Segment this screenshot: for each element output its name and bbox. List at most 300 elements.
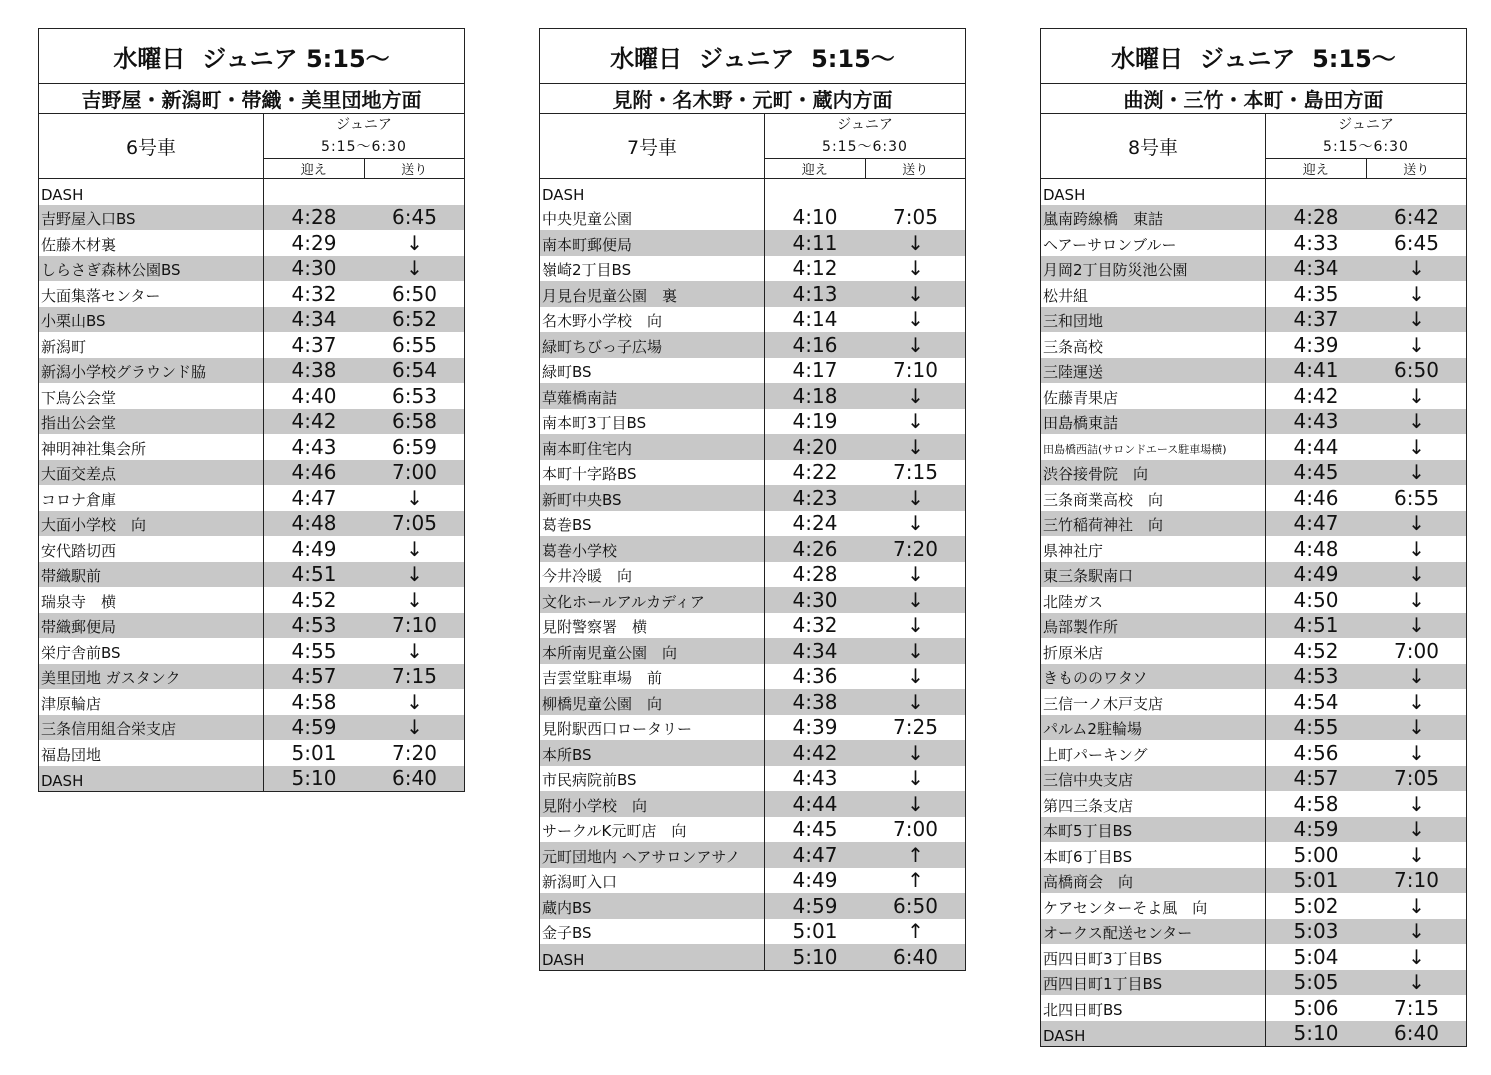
stop-name: 本所南児童公園 向 [540, 638, 765, 664]
stop-name: サークルK元町店 向 [540, 817, 765, 843]
pickup-time: 4:40 [291, 383, 337, 408]
pickup-time: 5:02 [1293, 893, 1339, 918]
pickup-time: 4:39 [792, 715, 838, 740]
stop-row [39, 485, 464, 511]
dropoff-time: ↓ [1408, 409, 1425, 434]
stop-row [39, 587, 464, 613]
pickup-time: 4:47 [792, 842, 838, 867]
dropoff-time: 6:45 [392, 205, 437, 230]
pickup-time: 4:46 [291, 460, 337, 485]
pickup-time: 4:47 [291, 485, 337, 510]
stop-row [540, 791, 965, 817]
dropoff-time: 6:50 [893, 893, 938, 918]
stop-row [39, 256, 464, 282]
pickup-time: 4:45 [792, 817, 838, 842]
stop-name: 三条商業高校 向 [1041, 485, 1266, 511]
stop-name: 葛巻小学校 [540, 536, 765, 562]
stop-name: しらさぎ森林公園BS [39, 256, 264, 282]
pickup-time: 4:50 [1293, 587, 1339, 612]
stop-row [1041, 205, 1466, 231]
stop-row [540, 919, 965, 945]
stop-name: 田島橋西詰(サロンドエース駐車場横) [1041, 434, 1266, 460]
dropoff-time: ↑ [907, 919, 924, 944]
dropoff-time: 6:42 [1394, 205, 1439, 230]
car-number: 8号車 [1041, 114, 1266, 178]
dropoff-time: 6:52 [392, 307, 437, 332]
stop-name: 蔵内BS [540, 893, 765, 919]
stop-row [1041, 256, 1466, 282]
stop-name: 金子BS [540, 919, 765, 945]
stop-row [540, 434, 965, 460]
stop-row [540, 230, 965, 256]
dropoff-time: 7:05 [392, 511, 437, 536]
dropoff-time: ↓ [1408, 460, 1425, 485]
stop-row [540, 664, 965, 690]
pickup-time: 4:30 [792, 587, 838, 612]
stop-row [39, 613, 464, 639]
stop-row [1041, 307, 1466, 333]
pickup-time: 4:22 [792, 460, 838, 485]
pickup-time: 4:59 [1293, 817, 1339, 842]
schedule-panel-car-7 [539, 28, 966, 971]
pickup-time: 4:49 [792, 868, 838, 893]
stop-name: 名木野小学校 向 [540, 307, 765, 333]
pickup-time: 4:32 [792, 613, 838, 638]
stop-row [1041, 613, 1466, 639]
stop-row [1041, 383, 1466, 409]
stop-name: 下鳥公会堂 [39, 383, 264, 409]
pickup-time: 4:14 [792, 307, 838, 332]
stop-row [1041, 536, 1466, 562]
dropoff-time: ↓ [1408, 740, 1425, 765]
stop-name: 帯織駅前 [39, 562, 264, 588]
stop-name: 指出公会堂 [39, 409, 264, 435]
stop-row [1041, 587, 1466, 613]
stop-name: ヘアーサロンブルー [1041, 230, 1266, 256]
pickup-time: 4:36 [792, 664, 838, 689]
pickup-time: 4:48 [1293, 536, 1339, 561]
pickup-time: 4:34 [1293, 256, 1339, 281]
stop-row [540, 689, 965, 715]
dropoff-time: 6:50 [1394, 358, 1439, 383]
dropoff-time: 7:10 [392, 613, 437, 638]
schedule-title: 水曜日 ジュニア 5:15〜 [39, 29, 464, 84]
dropoff-time: 6:55 [392, 332, 437, 357]
dropoff-time: ↓ [406, 587, 423, 612]
stop-name: 栄庁舎前BS [39, 638, 264, 664]
stop-name: 南本町郵便局 [540, 230, 765, 256]
dropoff-time: ↓ [406, 485, 423, 510]
stop-name: 西四日町1丁目BS [1041, 970, 1266, 996]
stop-name: 月岡2丁目防災池公園 [1041, 256, 1266, 282]
stop-name: 第四三条支店 [1041, 791, 1266, 817]
pickup-time: 4:23 [792, 485, 838, 510]
dropoff-time: 7:00 [893, 817, 938, 842]
dropoff-time: ↓ [1408, 664, 1425, 689]
stop-row [1041, 638, 1466, 664]
stop-row [1041, 944, 1466, 970]
pickup-time: 4:42 [291, 409, 337, 434]
stop-row [540, 638, 965, 664]
stop-row [1041, 995, 1466, 1021]
junior-time-header [765, 114, 965, 178]
stop-row [1041, 1021, 1466, 1047]
dropoff-time: ↓ [907, 230, 924, 255]
pickup-time: 4:28 [792, 562, 838, 587]
stop-name: 三信中央支店 [1041, 766, 1266, 792]
pickup-time: 5:05 [1293, 970, 1339, 995]
pickup-time: 4:13 [792, 281, 838, 306]
dropoff-time: ↓ [406, 230, 423, 255]
stop-row [540, 766, 965, 792]
dropoff-time: ↓ [1408, 307, 1425, 332]
stop-row [1041, 664, 1466, 690]
pickup-time: 4:43 [792, 766, 838, 791]
stop-row [1041, 358, 1466, 384]
stop-name: 三条信用組合栄支店 [39, 715, 264, 741]
dropoff-time: 7:15 [893, 460, 938, 485]
pickup-time: 4:29 [291, 230, 337, 255]
stop-row [540, 613, 965, 639]
pickup-dropoff-header [264, 159, 464, 178]
pickup-time: 4:30 [291, 256, 337, 281]
stop-row [1041, 842, 1466, 868]
dropoff-time: ↓ [1408, 281, 1425, 306]
dropoff-time: ↓ [406, 689, 423, 714]
stop-row [39, 205, 464, 231]
stop-name: 嵐南跨線橋 東詰 [1041, 205, 1266, 231]
pickup-time: 4:47 [1293, 511, 1339, 536]
route-direction: 吉野屋・新潟町・帯織・美里団地方面 [39, 84, 464, 114]
pickup-time: 4:57 [291, 664, 337, 689]
dropoff-time [866, 179, 965, 205]
stop-row [1041, 689, 1466, 715]
stop-row [540, 740, 965, 766]
dropoff-time: 6:58 [392, 409, 437, 434]
route-direction: 見附・名木野・元町・蔵内方面 [540, 84, 965, 114]
stop-row [39, 562, 464, 588]
pickup-time: 4:56 [1293, 740, 1339, 765]
dropoff-time: ↓ [907, 256, 924, 281]
stop-name: 折原米店 [1041, 638, 1266, 664]
stop-name: DASH [39, 766, 264, 792]
dropoff-time: ↓ [1408, 919, 1425, 944]
stop-name: 東三条駅南口 [1041, 562, 1266, 588]
pickup-time: 4:49 [1293, 562, 1339, 587]
dropoff-time: ↓ [907, 281, 924, 306]
pickup-time: 4:53 [1293, 664, 1339, 689]
dropoff-time: ↓ [1408, 562, 1425, 587]
stop-row [540, 842, 965, 868]
stop-name: 葛巻BS [540, 511, 765, 537]
stop-row [1041, 511, 1466, 537]
dropoff-time: ↓ [1408, 689, 1425, 714]
pickup-time: 4:48 [291, 511, 337, 536]
stop-name: 大面交差点 [39, 460, 264, 486]
dropoff-header: 送り [1403, 163, 1430, 178]
dropoff-time: ↓ [907, 307, 924, 332]
dropoff-time: ↓ [1408, 944, 1425, 969]
dropoff-time: ↓ [1408, 511, 1425, 536]
stop-name: DASH [540, 179, 765, 205]
dropoff-time: ↓ [907, 664, 924, 689]
pickup-time: 5:10 [1293, 1021, 1339, 1046]
dropoff-time: ↓ [1408, 817, 1425, 842]
stop-name: 三竹稲荷神社 向 [1041, 511, 1266, 537]
stop-name: 文化ホールアルカディア [540, 587, 765, 613]
stop-row [39, 740, 464, 766]
stop-row [39, 281, 464, 307]
junior-time-range: 5:15〜6:30 [1266, 134, 1466, 159]
pickup-time: 4:52 [291, 587, 337, 612]
stop-name: 松井組 [1041, 281, 1266, 307]
stop-name: 本町6丁目BS [1041, 842, 1266, 868]
dropoff-time: ↓ [907, 791, 924, 816]
pickup-header: 迎え [264, 159, 365, 178]
dropoff-time: 7:00 [1394, 638, 1439, 663]
dropoff-time: ↓ [406, 715, 423, 740]
pickup-time: 4:12 [792, 256, 838, 281]
dropoff-time: ↓ [1408, 587, 1425, 612]
junior-label: ジュニア [336, 117, 392, 133]
junior-time-header [264, 114, 464, 178]
pickup-time: 5:10 [792, 944, 838, 969]
stop-name: 嶺崎2丁目BS [540, 256, 765, 282]
pickup-time: 5:10 [291, 766, 337, 791]
dropoff-time: 6:45 [1394, 230, 1439, 255]
pickup-time: 4:52 [1293, 638, 1339, 663]
stop-name: 県神社庁 [1041, 536, 1266, 562]
stop-row [540, 409, 965, 435]
stop-row [39, 689, 464, 715]
pickup-time: 4:11 [792, 230, 838, 255]
stop-name: 元町団地内 ヘアサロンアサノ [540, 842, 765, 868]
pickup-time: 4:58 [291, 689, 337, 714]
pickup-time: 5:04 [1293, 944, 1339, 969]
stop-name: 緑町BS [540, 358, 765, 384]
dropoff-time: 6:40 [893, 944, 938, 969]
pickup-time: 4:59 [291, 715, 337, 740]
stop-name: 神明神社集会所 [39, 434, 264, 460]
pickup-time: 4:38 [291, 358, 337, 383]
pickup-time: 4:43 [291, 434, 337, 459]
dropoff-time: ↑ [907, 842, 924, 867]
dropoff-time: ↓ [907, 766, 924, 791]
pickup-time: 4:51 [1293, 613, 1339, 638]
pickup-time: 4:58 [1293, 791, 1339, 816]
pickup-dropoff-header [1266, 159, 1466, 178]
stop-row [1041, 740, 1466, 766]
pickup-time: 4:43 [1293, 409, 1339, 434]
dropoff-time: 7:05 [893, 205, 938, 230]
dropoff-time: ↓ [907, 562, 924, 587]
pickup-time: 4:34 [291, 307, 337, 332]
stop-name: 月見台児童公園 裏 [540, 281, 765, 307]
stop-row [1041, 460, 1466, 486]
dropoff-time: 6:40 [1394, 1021, 1439, 1046]
stop-name: 北四日町BS [1041, 995, 1266, 1021]
stop-name: 大面小学校 向 [39, 511, 264, 537]
stop-row [540, 562, 965, 588]
stop-row [39, 536, 464, 562]
pickup-time: 4:19 [792, 409, 838, 434]
stop-row [39, 664, 464, 690]
dropoff-time: 6:40 [392, 766, 437, 791]
stop-name: ケアセンターそよ風 向 [1041, 893, 1266, 919]
stop-name: 緑町ちびっ子広場 [540, 332, 765, 358]
dropoff-time: ↓ [907, 434, 924, 459]
stop-name: コロナ倉庫 [39, 485, 264, 511]
stop-name: 高橋商会 向 [1041, 868, 1266, 894]
stop-row [39, 766, 464, 792]
stop-name: 佐藤青果店 [1041, 383, 1266, 409]
stop-row [39, 460, 464, 486]
stop-name: 本所BS [540, 740, 765, 766]
junior-time-range: 5:15〜6:30 [765, 134, 965, 159]
dropoff-time: ↓ [907, 409, 924, 434]
pickup-time: 4:32 [291, 281, 337, 306]
stop-name: 佐藤木材裏 [39, 230, 264, 256]
pickup-time: 4:10 [792, 205, 838, 230]
dropoff-time: ↓ [907, 332, 924, 357]
stop-name: 新町中央BS [540, 485, 765, 511]
pickup-time: 4:53 [291, 613, 337, 638]
dropoff-time: ↓ [907, 689, 924, 714]
stop-row [1041, 230, 1466, 256]
stop-row [1041, 893, 1466, 919]
pickup-time: 4:44 [792, 791, 838, 816]
stop-row [1041, 970, 1466, 996]
stop-name: 中央児童公園 [540, 205, 765, 231]
dropoff-time: 7:00 [392, 460, 437, 485]
pickup-time: 4:42 [1293, 383, 1339, 408]
pickup-time: 4:51 [291, 562, 337, 587]
pickup-time: 4:55 [291, 638, 337, 663]
dropoff-time: 7:25 [893, 715, 938, 740]
stop-name: 福島団地 [39, 740, 264, 766]
stop-row [1041, 409, 1466, 435]
dropoff-time: ↓ [1408, 383, 1425, 408]
stop-name: DASH [540, 944, 765, 970]
pickup-time: 4:28 [291, 205, 337, 230]
pickup-header: 迎え [1266, 159, 1367, 178]
stop-row [540, 868, 965, 894]
dropoff-time: 7:10 [893, 358, 938, 383]
dropoff-time: 6:59 [392, 434, 437, 459]
dropoff-time: ↓ [1408, 893, 1425, 918]
stop-name: 瑞泉寺 横 [39, 587, 264, 613]
column-header [39, 114, 464, 179]
stop-row [540, 307, 965, 333]
stop-name: DASH [1041, 1021, 1266, 1047]
stop-name: DASH [39, 179, 264, 205]
dropoff-header: 送り [401, 163, 428, 178]
stop-name: 三和団地 [1041, 307, 1266, 333]
stop-name: 柳橋児童公園 向 [540, 689, 765, 715]
stop-name: 安代踏切西 [39, 536, 264, 562]
junior-label: ジュニア [837, 117, 893, 133]
dropoff-time: 7:20 [392, 740, 437, 765]
car-number: 6号車 [39, 114, 264, 178]
junior-time-header [1266, 114, 1466, 178]
stop-name: 見附小学校 向 [540, 791, 765, 817]
stop-name: 三信一ノ木戸支店 [1041, 689, 1266, 715]
stop-row [1041, 562, 1466, 588]
stop-row [540, 587, 965, 613]
stop-name: 見附駅西口ロータリー [540, 715, 765, 741]
stop-name: 本町十字路BS [540, 460, 765, 486]
stop-row [540, 536, 965, 562]
schedule-panel-car-6 [38, 28, 465, 792]
dropoff-time: 6:55 [1394, 485, 1439, 510]
pickup-time: 4:35 [1293, 281, 1339, 306]
pickup-time: 4:59 [792, 893, 838, 918]
stop-name: 本町5丁目BS [1041, 817, 1266, 843]
pickup-time: 4:55 [1293, 715, 1339, 740]
pickup-time: 5:03 [1293, 919, 1339, 944]
pickup-time: 4:45 [1293, 460, 1339, 485]
stop-name: 上町パーキング [1041, 740, 1266, 766]
pickup-time: 4:18 [792, 383, 838, 408]
dropoff-time: ↓ [907, 383, 924, 408]
stop-row [39, 434, 464, 460]
stop-row [540, 715, 965, 741]
stop-row [540, 205, 965, 231]
pickup-time [264, 179, 365, 205]
stop-name: オークス配送センター [1041, 919, 1266, 945]
stop-row [540, 256, 965, 282]
stop-name: 三条高校 [1041, 332, 1266, 358]
stop-row [1041, 715, 1466, 741]
schedule-title: 水曜日 ジュニア 5:15〜 [540, 29, 965, 84]
pickup-time: 4:54 [1293, 689, 1339, 714]
stop-name: 大面集落センター [39, 281, 264, 307]
pickup-time: 4:38 [792, 689, 838, 714]
stop-name: 鳥部製作所 [1041, 613, 1266, 639]
pickup-time [1266, 179, 1367, 205]
stop-row [540, 817, 965, 843]
stop-row [1041, 485, 1466, 511]
dropoff-time: 6:54 [392, 358, 437, 383]
stop-row [39, 715, 464, 741]
pickup-time: 4:41 [1293, 358, 1339, 383]
dropoff-time: ↓ [406, 536, 423, 561]
dropoff-time: ↓ [907, 740, 924, 765]
dropoff-time: ↑ [907, 868, 924, 893]
pickup-time: 4:37 [1293, 307, 1339, 332]
stop-name: 見附警察署 横 [540, 613, 765, 639]
stop-row [540, 485, 965, 511]
stop-name: 新潟町入口 [540, 868, 765, 894]
stop-row [39, 230, 464, 256]
pickup-time: 5:00 [1293, 842, 1339, 867]
stop-name: 北陸ガス [1041, 587, 1266, 613]
stop-name: きもののワタソ [1041, 664, 1266, 690]
dropoff-time: ↓ [1408, 434, 1425, 459]
pickup-time: 4:46 [1293, 485, 1339, 510]
stop-name: 吉野屋入口BS [39, 205, 264, 231]
pickup-dropoff-header [765, 159, 965, 178]
stop-row [540, 179, 965, 205]
dropoff-time [365, 179, 464, 205]
dropoff-time: 6:53 [392, 383, 437, 408]
stop-name: 小栗山BS [39, 307, 264, 333]
pickup-time: 4:17 [792, 358, 838, 383]
pickup-time: 4:20 [792, 434, 838, 459]
pickup-time [765, 179, 866, 205]
stop-row [39, 358, 464, 384]
stop-name: 帯織郵便局 [39, 613, 264, 639]
